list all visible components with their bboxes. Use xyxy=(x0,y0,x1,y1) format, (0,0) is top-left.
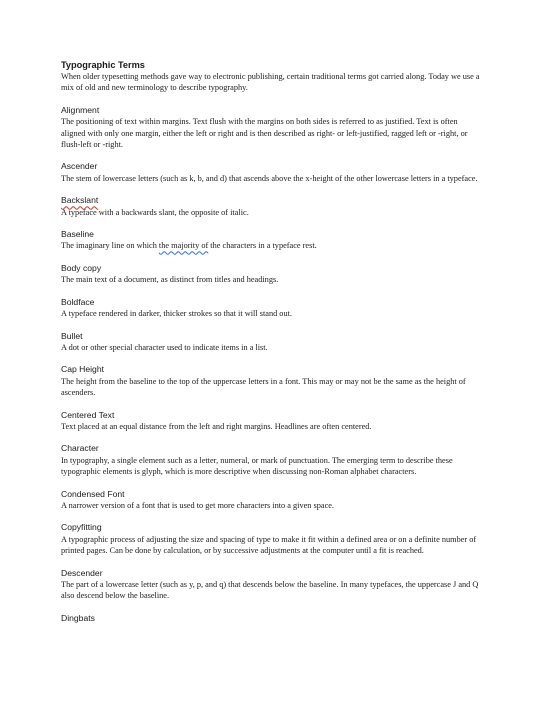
entry-descender xyxy=(61,568,481,602)
grammar-flag[interactable]: the majority of xyxy=(158,241,209,251)
entry-backslant xyxy=(61,195,481,218)
entry-alignment xyxy=(61,105,481,151)
entry-definition: In typography, a single element such as a letter, numeral, or mark of punctuation. The emerging term to describe these typographic elements is glyph, which is more descriptive when discussing non-Roman alphabet characters. xyxy=(61,455,453,477)
definition-text: the characters in a typeface rest. xyxy=(208,241,317,251)
entry-term: Copyfitting xyxy=(61,522,102,533)
entry-term: Descender xyxy=(61,567,103,578)
entry-definition: Text placed at an equal distance from the left and right margins. Headlines are often centered. xyxy=(61,421,372,431)
entry-definition: A typographic process of adjusting the size and spacing of type to make it fit within a defined area or on a definite number of printed pages. Can be done by calculation, or by successive adjustments at the computer until a fit is reached. xyxy=(61,534,477,556)
entry-condensed-font xyxy=(61,489,481,512)
entry-definition xyxy=(61,240,481,251)
entry-term: Condensed Font xyxy=(61,488,125,499)
document-intro: When older typesetting methods gave way to electronic publishing, certain traditional terms got carried along. Today we use a mix of old and new terminology to describe typography. xyxy=(61,72,480,93)
entry-ascender xyxy=(61,161,481,184)
definition-text: The imaginary line on which xyxy=(61,241,159,251)
entry-term: Character xyxy=(61,443,99,454)
spelling-flag[interactable]: Backslant xyxy=(61,195,99,206)
entry-bullet xyxy=(61,331,481,354)
entry-definition: The part of a lowercase letter (such as y, p, and q) that descends below the baseline. In many typefaces, the uppercase J and Q also descend below the baseline. xyxy=(61,580,479,601)
entry-baseline xyxy=(61,229,481,252)
entry-definition: A typeface rendered in darker, thicker strokes so that it will stand out. xyxy=(61,309,292,319)
entry-character xyxy=(61,443,481,477)
entry-term: Alignment xyxy=(61,104,100,115)
entry-definition: The stem of lowercase letters (such as k, b, and d) that ascends above the x-height of the other lowercase letters in a typeface. xyxy=(61,173,478,183)
entry-term: Centered Text xyxy=(61,409,115,420)
entry-definition: The main text of a document, as distinct from titles and headings. xyxy=(61,275,279,285)
entry-definition: A dot or other special character used to indicate items in a list. xyxy=(61,342,268,352)
entry-term: Boldface xyxy=(61,296,95,307)
entry-definition: A typeface with a backwards slant, the opposite of italic. xyxy=(61,207,249,217)
entry-definition: The positioning of text within margins. Text flush with the margins on both sides is referred to as justified. Text is often aligned with only one margin, either the left or right and is then described as right- or left-justified, ragged left or -right, or flush-left or -right. xyxy=(61,117,468,150)
entry-term: Baseline xyxy=(61,229,94,240)
document-title: Typographic Terms xyxy=(61,60,145,70)
entry-definition: The height from the baseline to the top of the uppercase letters in a font. This may or may not be the same as the height of ascenders. xyxy=(61,376,466,398)
entry-cap-height xyxy=(61,364,481,398)
entry-term: Dingbats xyxy=(61,612,95,623)
entry-term xyxy=(61,195,481,206)
document-page xyxy=(61,60,481,624)
entry-dingbats xyxy=(61,613,481,624)
entry-definition: A narrower version of a font that is used to get more characters into a given space. xyxy=(61,500,335,510)
entry-centered-text xyxy=(61,410,481,433)
entry-term: Cap Height xyxy=(61,364,104,375)
entry-boldface xyxy=(61,297,481,320)
entry-copyfitting xyxy=(61,522,481,556)
entry-term: Body copy xyxy=(61,262,102,273)
entry-body-copy xyxy=(61,263,481,286)
entry-term: Bullet xyxy=(61,330,83,341)
entry-term: Ascender xyxy=(61,161,98,172)
